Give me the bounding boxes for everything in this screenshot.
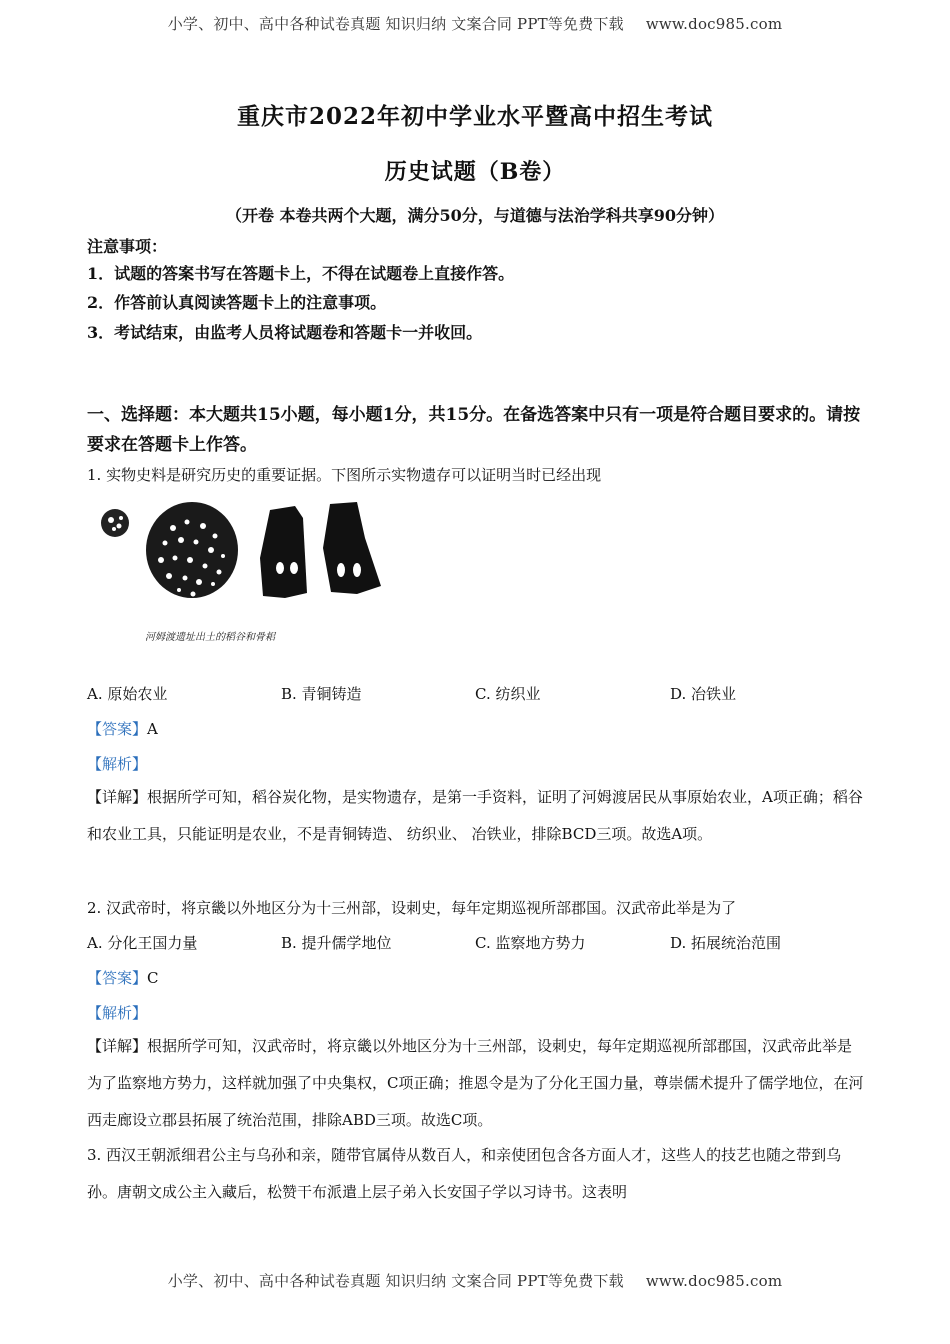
answer-line [87,718,158,739]
notice-heading: 注意事项： [87,237,168,256]
question-stem: 3. 西汉王朝派细君公主与乌孙和亲，随带官属侍从数百人，和亲使团包含各方面人才，这些人的技艺也随之带到乌孙。唐朝文成公主入藏后，松赞干布派遣上层子弟入长安国子学以习诗书。这表明 [87,1146,842,1201]
page-footer [0,1270,950,1291]
detail-label: 【详解】 [87,1037,148,1055]
notice-item: 1．试题的答案书写在答题卡上，不得在试题卷上直接作答。 [87,264,515,283]
header-text: 小学、初中、高中各种试卷真题 知识归纳 文案合同 PPT等免费下载 [167,15,624,33]
bone-spade-left-image [260,506,307,598]
artifact-figure [95,498,385,648]
detail-text: 根据所学可知，稻谷炭化物，是实物遗存，是第一手资料，证明了河姆渡居民从事原始农业，A项正确；稻谷和农业工具，只能证明是农业，不是青铜铸造、 纺织业、 冶铁业，排除BCD三项。故选A项。 [87,788,863,843]
option-d: D. 冶铁业 [670,685,737,703]
detail-paragraph [87,779,867,853]
header-url[interactable]: www.doc985.com [645,15,783,33]
question-stem: 1. 实物史料是研究历史的重要证据。下图所示实物遗存可以证明当时已经出现 [87,466,602,484]
page-header [0,13,950,34]
exam-subtitle: （开卷 本卷共两个大题，满分50分，与道德与法治学科共享90分钟） [225,206,725,225]
analysis-label: 【解析】 [87,755,148,773]
answer-line [87,967,159,988]
notice-item: 3．考试结束，由监考人员将试题卷和答题卡一并收回。 [87,323,483,342]
analysis-label: 【解析】 [87,1004,148,1022]
rice-grain-cluster-small-image [101,509,129,537]
notice-item: 2．作答前认真阅读答题卡上的注意事项。 [87,293,387,312]
option-a: A. 原始农业 [87,685,168,703]
footer-text: 小学、初中、高中各种试卷真题 知识归纳 文案合同 PPT等免费下载 [167,1272,624,1290]
option-c: C. 纺织业 [475,685,541,703]
detail-text: 根据所学可知，汉武帝时，将京畿以外地区分为十三州部，设刺史，每年定期巡视所部郡国，汉武帝此举是为了监察地方势力，这样就加强了中央集权，C项正确；推恩令是为了分化王国力量，尊崇儒术提升了儒学地位，在河西走廊设立郡县拓展了统治范围，排除ABD三项。故选C项。 [87,1037,864,1129]
option-d: D. 拓展统治范围 [670,934,782,952]
detail-paragraph [87,1028,867,1139]
rice-grain-cluster-large-image [146,502,238,598]
footer-url[interactable]: www.doc985.com [645,1272,783,1290]
answer-label: 【答案】 [87,969,148,987]
question-stem: 2. 汉武帝时，将京畿以外地区分为十三州部，设刺史，每年定期巡视所部郡国。汉武帝此举是为了 [87,899,737,917]
exam-title: 重庆市2022年初中学业水平暨高中招生考试 [236,103,713,130]
answer-value: A [147,720,158,738]
detail-label: 【详解】 [87,788,148,806]
section-heading: 一、选择题：本大题共15小题，每小题1分，共15分。在备选答案中只有一项是符合题目要求的。请按要求在答题卡上作答。 [87,405,861,455]
exam-subject-title: 历史试题（B卷） [384,159,566,185]
option-a: A. 分化王国力量 [87,934,198,952]
answer-value: C [147,969,159,987]
bone-spade-right-image [323,502,381,594]
figure-caption: 河姆渡遗址出土的稻谷和骨耜 [145,632,275,643]
option-b: B. 青铜铸造 [281,685,362,703]
option-b: B. 提升儒学地位 [281,934,392,952]
answer-label: 【答案】 [87,720,148,738]
option-c: C. 监察地方势力 [475,934,586,952]
